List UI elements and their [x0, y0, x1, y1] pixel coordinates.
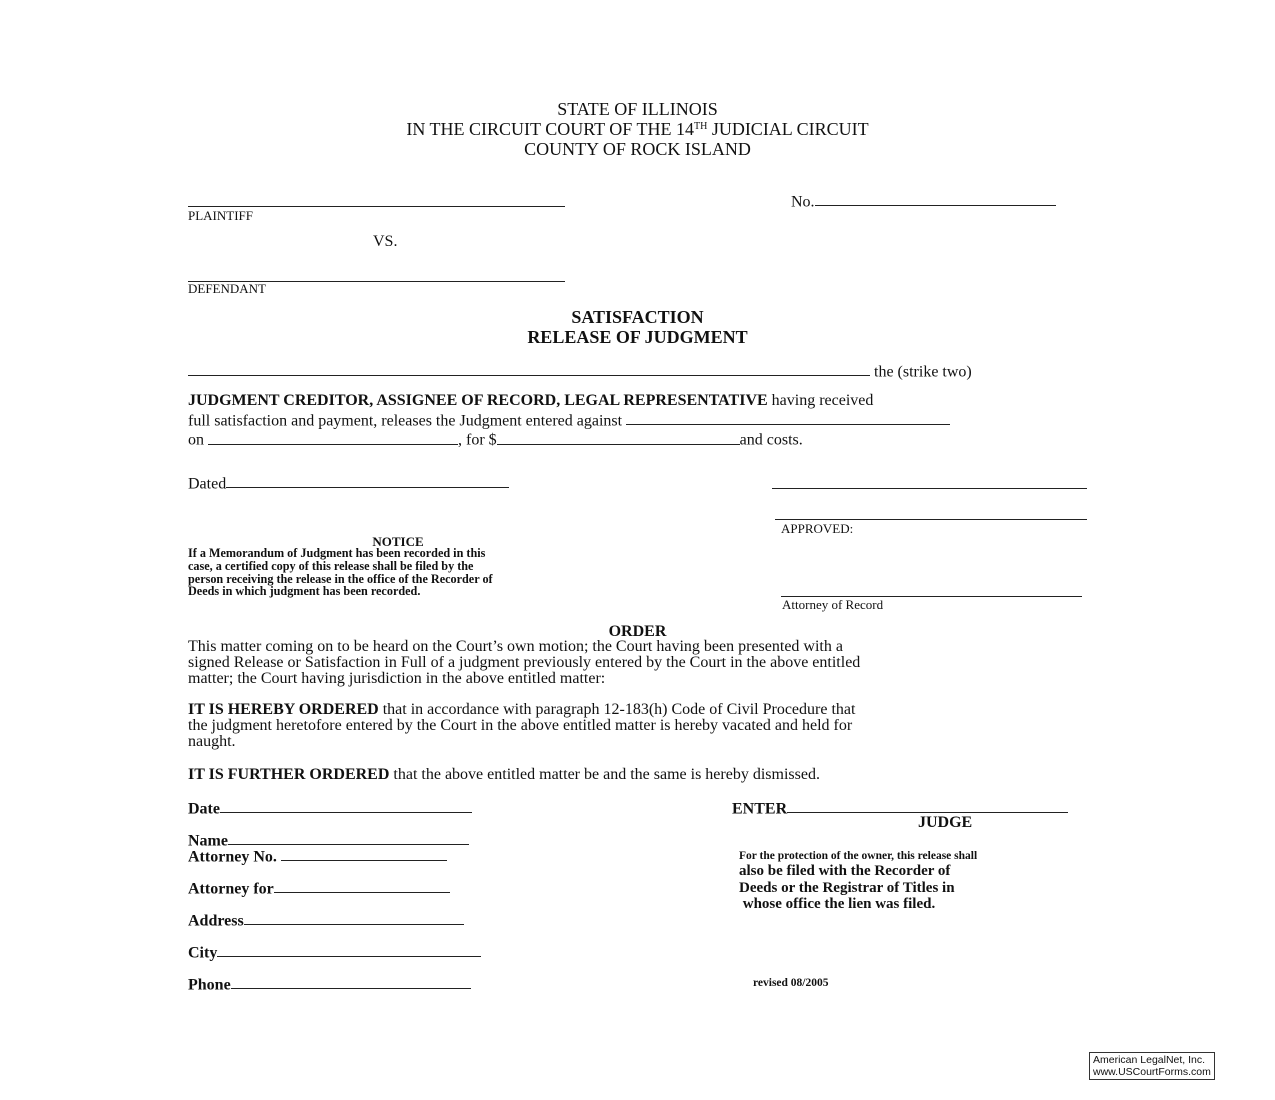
title-satisfaction: SATISFACTION [571, 307, 704, 327]
publisher-name: American LegalNet, Inc. [1093, 1054, 1206, 1066]
releasor-address-field[interactable] [775, 505, 1087, 520]
header-state: STATE OF ILLINOIS [557, 99, 718, 119]
parties-bold: JUDGMENT CREDITOR, ASSIGNEE OF RECORD, LEGAL REPRESENTATIVE [188, 392, 768, 409]
name-row: Name [188, 830, 469, 850]
publisher-credit [1089, 1052, 1215, 1080]
hereby-ordered-paragraph: IT IS HEREBY ORDERED that in accordance with paragraph 12-183(h) Code of Civil Procedure that the judgment heretofore entered by the Court in the above entitled matter is hereby vacated and held for naught. [188, 701, 856, 751]
protection-notice: For the protection of the owner, this release shall also be filed with the Recorder of Deeds or the Registrar of Titles in whose office the lien was filed. [739, 850, 978, 912]
approved-label: APPROVED: [781, 521, 854, 536]
title-release: RELEASE OF JUDGMENT [527, 327, 748, 347]
case-number-label: No. [791, 193, 815, 211]
dated-field[interactable] [226, 473, 509, 488]
release-paragraph: JUDGMENT CREDITOR, ASSIGNEE OF RECORD, LEGAL REPRESENTATIVE having received full satisfaction and payment, releases the Judgment entered against on , for $ and costs. [188, 393, 950, 449]
judge-signature-field[interactable] [787, 798, 1068, 813]
phone-row: Phone [188, 974, 471, 994]
notice-body: If a Memorandum of Judgment has been recorded in this case, a certified copy of this release shall be filed by the person receiving the release in the office of the Recorder of Deeds in which judgment has been recorded. [188, 546, 493, 599]
address-field[interactable] [244, 910, 464, 925]
order-date-row: Date [188, 798, 472, 818]
header-court: IN THE CIRCUIT COURT OF THE 14TH JUDICIAL CIRCUIT [406, 119, 869, 139]
attorney-of-record-signature-field[interactable] [781, 582, 1082, 597]
releasor-name-field[interactable] [188, 361, 870, 376]
address-row: Address [188, 910, 464, 930]
strike-two-label: the (strike two) [874, 363, 972, 381]
order-date-field[interactable] [220, 798, 472, 813]
judge-label: JUDGE [918, 814, 973, 831]
enter-row: ENTER [732, 798, 1068, 818]
judgment-against-field[interactable] [626, 410, 950, 425]
phone-field[interactable] [231, 974, 471, 989]
attorney-of-record-label: Attorney of Record [782, 597, 884, 612]
plaintiff-field[interactable] [188, 192, 565, 207]
attorney-for-row: Attorney for [188, 878, 450, 898]
further-ordered-paragraph: IT IS FURTHER ORDERED that the above entitled matter be and the same is hereby dismissed. [188, 766, 820, 783]
case-number [791, 191, 1056, 211]
header-county: COUNTY OF ROCK ISLAND [524, 139, 751, 159]
order-title: ORDER [608, 623, 667, 640]
attorney-no-field[interactable] [281, 846, 447, 861]
attorney-for-field[interactable] [274, 878, 450, 893]
releasor-line [188, 361, 972, 381]
revised-date: revised 08/2005 [753, 977, 829, 989]
defendant-label: DEFENDANT [188, 281, 266, 296]
defendant-field[interactable] [188, 267, 565, 282]
document-title [0, 307, 1275, 347]
attorney-no-row: Attorney No. [188, 846, 447, 866]
dated-label: Dated [188, 475, 227, 493]
publisher-url[interactable]: www.USCourtForms.com [1093, 1066, 1211, 1078]
judgment-amount-field[interactable] [497, 429, 740, 444]
notice-title: NOTICE [372, 534, 424, 549]
court-header [0, 99, 1275, 159]
plaintiff-label: PLAINTIFF [188, 208, 254, 223]
dated-row [188, 473, 509, 493]
judgment-date-field[interactable] [208, 429, 458, 444]
order-preamble: This matter coming on to be heard on the Court’s own motion; the Court having been presented with a signed Release or Satisfaction in Full of a judgment previously entered by the Court in the above entitled matter; the Court having jurisdiction in the above entitled matter: [188, 638, 861, 688]
city-field[interactable] [217, 942, 481, 957]
vs-label: VS. [373, 233, 398, 250]
releasor-signature-field[interactable] [772, 474, 1087, 489]
case-number-field[interactable] [815, 191, 1056, 206]
name-field[interactable] [228, 830, 469, 845]
city-row: City [188, 942, 481, 962]
